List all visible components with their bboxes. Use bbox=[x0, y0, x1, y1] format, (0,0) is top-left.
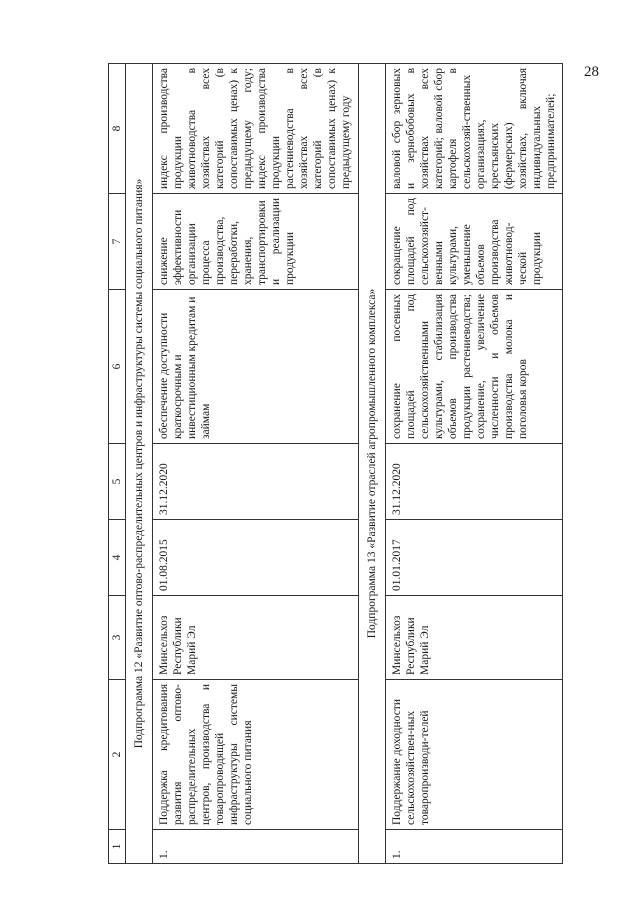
table-row bbox=[386, 64, 563, 864]
col-header-3: 3 bbox=[109, 596, 126, 680]
row-executor: Минсельхоз Республики Марий Эл bbox=[386, 596, 563, 680]
row-measure: Поддержание доходности сельскохозяйствен-ных товаропроизводи-телей bbox=[386, 680, 563, 830]
col-header-5: 5 bbox=[109, 444, 126, 520]
row-indicator: индекс производства продукции животноводства в хозяйствах всех категорий (в сопоставимых ценах) к предыдущему году; индекс производства продукции растениеводства в хозяйствах всех категорий (в сопоставимых ценах) к предыдущему году bbox=[153, 64, 359, 194]
row-indicator: валовой сбор зерновых и зернобобовых в хозяйствах всех категорий; валовой сбор картофеля в сельскохозяй-ственных организациях, крестьянских (фермерских) хозяйствах, включая индивидуальных предпринимателей; bbox=[386, 64, 563, 194]
col-header-1: 1 bbox=[109, 830, 126, 864]
row-num: 1. bbox=[386, 830, 563, 864]
row-end-date: 31.12.2020 bbox=[153, 444, 359, 520]
row-start-date: 01.08.2015 bbox=[153, 520, 359, 596]
table-row bbox=[153, 64, 359, 864]
rotated-table-container bbox=[108, 64, 640, 864]
row-result: обеспечение доступности краткосрочным и инвестиционным кредитам и займам bbox=[153, 290, 359, 444]
col-header-4: 4 bbox=[109, 520, 126, 596]
col-header-2: 2 bbox=[109, 680, 126, 830]
subprogram-13-title: Подпрограмма 13 «Развитие отраслей агропромышленного комплекса» bbox=[359, 64, 386, 864]
header-row bbox=[109, 64, 126, 864]
row-result: сохранение посевных площадей под сельскохозяйственными культурами, стабилизация объемов производства продукции растениеводства; сохранение, увеличение численности и объемов производства молока и поголовья коров bbox=[386, 290, 563, 444]
row-num: 1. bbox=[153, 830, 359, 864]
col-header-8: 8 bbox=[109, 64, 126, 194]
row-executor: Минсельхоз Республики Марий Эл bbox=[153, 596, 359, 680]
subprogram-12-title: Подпрограмма 12 «Развитие оптово-распределительных центров и инфраструктуры системы социального питания» bbox=[126, 64, 153, 864]
page-number: 28 bbox=[584, 64, 599, 80]
row-end-date: 31.12.2020 bbox=[386, 444, 563, 520]
col-header-7: 7 bbox=[109, 194, 126, 290]
row-measure: Поддержка кредитования развития оптово-распределительных центров, производства и товаропроводящей инфраструктуры системы социального питания bbox=[153, 680, 359, 830]
col-header-6: 6 bbox=[109, 290, 126, 444]
row-start-date: 01.01.2017 bbox=[386, 520, 563, 596]
subprogram-title-row bbox=[126, 64, 153, 864]
measures-table bbox=[108, 63, 563, 864]
subprogram-title-row bbox=[359, 64, 386, 864]
row-consequence: сокращение площадей под сельскохозяйст-венными культурами, уменьшение объемов производства животновод-ческой продукции bbox=[386, 194, 563, 290]
row-consequence: снижение эффективности организации процесса производства, переработки, хранения, транспортировки и реализации продукции bbox=[153, 194, 359, 290]
